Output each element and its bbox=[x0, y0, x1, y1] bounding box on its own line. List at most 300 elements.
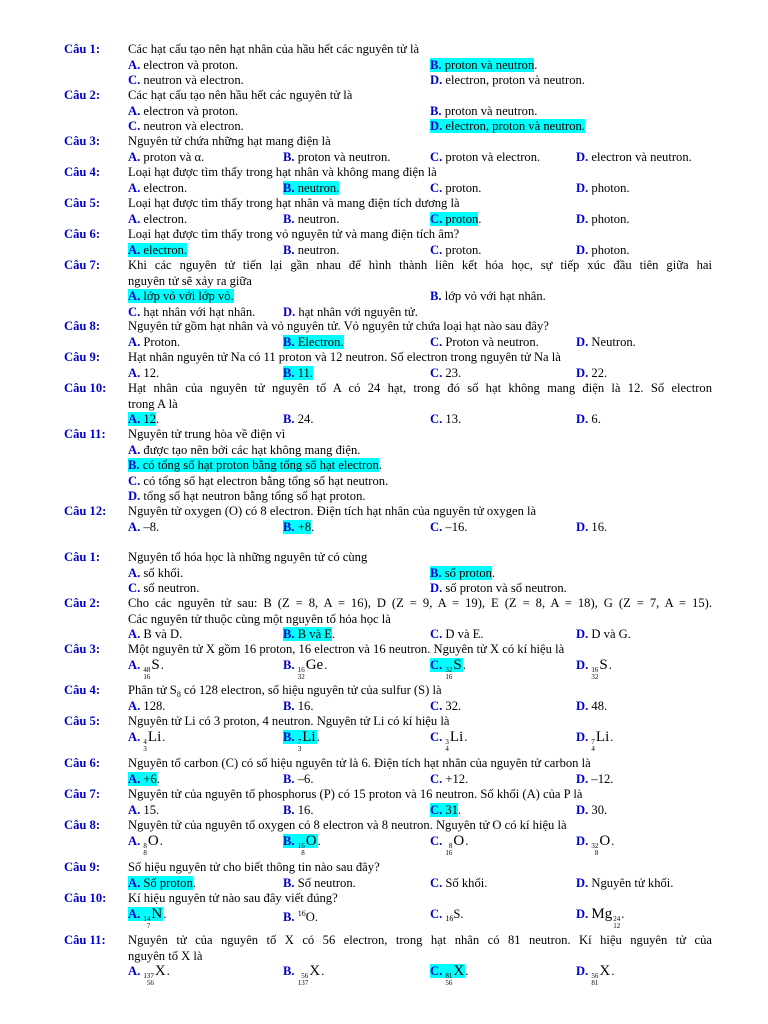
isotope-indices bbox=[445, 667, 452, 681]
isotope-symbol bbox=[445, 834, 464, 857]
question-text: Nguyên tố hóa học là những nguyên tử có cùng bbox=[128, 550, 368, 564]
options-row bbox=[128, 457, 712, 473]
option-punct: . bbox=[324, 657, 328, 672]
option-letter: A. bbox=[128, 833, 141, 848]
option-text: D và E. bbox=[445, 627, 484, 641]
isotope-symbol bbox=[591, 964, 610, 987]
isotope-indices bbox=[445, 843, 452, 857]
isotope-indices bbox=[298, 739, 302, 753]
superscript: 16 bbox=[297, 908, 306, 918]
question-body bbox=[128, 195, 712, 226]
answer-highlight bbox=[283, 520, 311, 534]
option-text: 13. bbox=[445, 412, 462, 426]
option-text: electron. bbox=[143, 211, 188, 226]
answer-option bbox=[430, 626, 484, 642]
options-row bbox=[128, 580, 712, 596]
option-punct: . bbox=[534, 57, 538, 72]
element-symbol: O bbox=[305, 832, 317, 849]
isotope-indices bbox=[143, 667, 150, 681]
option-punct: . bbox=[610, 729, 614, 744]
option-letter: C. bbox=[430, 149, 443, 164]
answer-option bbox=[576, 411, 601, 427]
mass-number: 7 bbox=[591, 737, 595, 746]
option-text: 32. bbox=[445, 698, 462, 713]
answer-highlight bbox=[128, 412, 156, 426]
question-body bbox=[128, 133, 712, 164]
option-letter: B. bbox=[283, 149, 295, 164]
option-letter: A. bbox=[128, 412, 141, 426]
question-body bbox=[128, 859, 712, 890]
answer-option bbox=[283, 149, 390, 165]
isotope-indices bbox=[591, 843, 598, 857]
isotope-indices bbox=[143, 843, 147, 857]
option-letter: B. bbox=[283, 909, 295, 924]
option-letter: B. bbox=[283, 334, 295, 349]
isotope-indices bbox=[143, 739, 147, 753]
answer-highlight bbox=[128, 876, 193, 890]
answer-option bbox=[128, 963, 170, 987]
answer-option bbox=[430, 565, 495, 581]
element-symbol: S bbox=[453, 656, 462, 673]
element-symbol: Mg bbox=[591, 905, 613, 922]
option-text: –12. bbox=[591, 771, 614, 786]
question-body bbox=[128, 682, 712, 713]
subscript: 16 bbox=[445, 913, 454, 923]
option-text: lớp vỏ với hạt nhân. bbox=[444, 289, 546, 303]
option-text: hạt nhân với hạt nhân. bbox=[143, 304, 256, 319]
isotope-indices bbox=[298, 973, 309, 987]
answer-option bbox=[576, 180, 630, 196]
option-letter: D. bbox=[430, 119, 443, 133]
options-row bbox=[128, 288, 712, 304]
option-letter: C. bbox=[430, 833, 443, 848]
answer-option bbox=[128, 288, 234, 304]
atomic-number: 16 bbox=[445, 848, 453, 857]
option-punct: . bbox=[465, 833, 469, 848]
options-row bbox=[128, 365, 712, 381]
answer-option bbox=[576, 875, 673, 891]
mass-number: 56 bbox=[591, 972, 599, 980]
isotope-symbol bbox=[445, 730, 463, 753]
answer-option bbox=[283, 906, 318, 925]
option-text: 16. bbox=[297, 802, 314, 817]
element-symbol: Li bbox=[147, 728, 162, 745]
question-body bbox=[128, 786, 712, 817]
option-text: số proton và số neutron. bbox=[445, 581, 567, 595]
answer-option bbox=[128, 729, 165, 753]
question-text: Nguyên tử oxygen (O) có 8 electron. Điện tích hạt nhân của nguyên tử oxygen là bbox=[128, 504, 537, 518]
option-letter: A. bbox=[128, 657, 141, 672]
answer-option bbox=[576, 519, 607, 535]
option-letter: D. bbox=[576, 412, 589, 426]
answer-option bbox=[128, 457, 382, 473]
isotope-indices bbox=[298, 667, 305, 681]
answer-option bbox=[128, 72, 244, 88]
option-punct: . bbox=[159, 833, 163, 848]
option-punct: . bbox=[160, 657, 164, 672]
option-text: số proton bbox=[444, 565, 492, 580]
option-text: có tổng số hạt electron bằng tổng số hạt neutron. bbox=[143, 473, 389, 488]
answer-option bbox=[283, 875, 356, 891]
option-text: có tổng số hạt proton bằng tổng số hạt electron bbox=[142, 458, 379, 472]
question-body bbox=[128, 87, 712, 134]
mass-number: 32 bbox=[591, 841, 599, 850]
question-number: Câu 8: bbox=[64, 319, 101, 333]
answer-option bbox=[128, 211, 187, 227]
option-letter: B. bbox=[283, 657, 295, 672]
question-number: Câu 3: bbox=[64, 642, 101, 656]
options-row bbox=[128, 304, 712, 320]
question-body bbox=[128, 595, 712, 642]
question-text: Cho các nguyên tử sau: B (Z = 8, A = 16), D (Z = 9, A = 19), E (Z = 8, A = 18), G (Z = 7, A = 15). bbox=[128, 596, 712, 610]
option-letter: D. bbox=[576, 519, 589, 534]
option-punct: . bbox=[316, 729, 320, 744]
option-letter: D. bbox=[576, 627, 589, 641]
answer-option bbox=[430, 211, 481, 227]
question-number: Câu 9: bbox=[64, 350, 101, 364]
option-letter: C. bbox=[430, 365, 443, 380]
question-text: Hạt nhân nguyên tử Na có 11 proton và 12 neutron. Số electron trong nguyên tử Na là bbox=[128, 350, 561, 364]
answer-option bbox=[283, 833, 321, 857]
element-symbol: O bbox=[453, 832, 465, 849]
option-letter: A. bbox=[128, 875, 141, 890]
option-text: 16. bbox=[297, 698, 314, 713]
question-number: Câu 11: bbox=[64, 427, 106, 441]
atomic-number: 16 bbox=[445, 672, 453, 681]
question-body bbox=[128, 549, 712, 596]
option-letter: A. bbox=[128, 771, 141, 786]
element-symbol: N bbox=[151, 905, 163, 922]
option-text: 22. bbox=[591, 365, 608, 380]
option-text: 30. bbox=[591, 802, 608, 817]
answer-option bbox=[576, 242, 630, 258]
answer-option bbox=[576, 334, 636, 350]
option-letter: D. bbox=[283, 304, 296, 319]
question-number: Câu 5: bbox=[64, 196, 101, 210]
question-text: Loại hạt được tìm thấy trong vỏ nguyên tử và mang điện tích âm? bbox=[128, 227, 460, 241]
option-text: 48. bbox=[591, 698, 608, 713]
answer-option bbox=[430, 57, 537, 73]
answer-highlight bbox=[283, 832, 318, 857]
option-text: 12. bbox=[143, 365, 160, 380]
option-punct: . bbox=[162, 729, 166, 744]
option-letter: C. bbox=[430, 242, 443, 257]
option-text: B và D. bbox=[143, 627, 183, 641]
answer-option bbox=[283, 211, 339, 227]
option-letter: D. bbox=[576, 906, 589, 921]
isotope-symbol bbox=[143, 834, 158, 857]
option-text: Neutron. bbox=[591, 334, 636, 349]
option-text: D và G. bbox=[591, 627, 631, 641]
question-text: Các hạt cấu tạo nên hạt nhân của hầu hết các nguyên tử là bbox=[128, 42, 420, 56]
question-body bbox=[128, 932, 712, 987]
options-row bbox=[128, 802, 712, 818]
answer-option bbox=[430, 771, 468, 787]
question-number: Câu 1: bbox=[64, 42, 101, 56]
option-letter: D. bbox=[576, 242, 589, 257]
question-body bbox=[128, 817, 712, 857]
answer-option bbox=[128, 657, 164, 681]
option-letter: C. bbox=[430, 771, 443, 786]
answer-option bbox=[128, 626, 182, 642]
question-body bbox=[128, 318, 712, 349]
isotope-symbol bbox=[591, 730, 609, 753]
question-text: Hạt nhân của nguyên tử nguyên tố A có 24 hạt, trong đó số hạt không mang điện là 12. Số electron bbox=[128, 381, 712, 395]
option-letter: D. bbox=[576, 657, 589, 672]
answer-option bbox=[283, 729, 320, 753]
option-text: proton. bbox=[445, 242, 482, 257]
mass-number: 8 bbox=[143, 841, 147, 850]
option-text: photon. bbox=[591, 242, 630, 257]
answer-highlight bbox=[128, 458, 379, 472]
answer-highlight bbox=[283, 181, 339, 195]
answer-option bbox=[430, 180, 481, 196]
option-text: 23. bbox=[445, 365, 462, 380]
answer-option bbox=[576, 963, 614, 987]
option-letter: C. bbox=[430, 964, 443, 978]
atomic-number: 56 bbox=[445, 979, 453, 987]
question-body bbox=[128, 503, 712, 534]
option-text: neutron và electron. bbox=[143, 119, 244, 133]
answer-option bbox=[576, 771, 613, 787]
mass-number: 16 bbox=[297, 665, 305, 674]
option-letter: A. bbox=[128, 180, 141, 195]
atomic-number: 4 bbox=[591, 744, 595, 753]
option-letter: B. bbox=[430, 565, 442, 580]
answer-option bbox=[283, 180, 339, 196]
answer-option bbox=[576, 365, 607, 381]
atomic-number: 81 bbox=[591, 979, 599, 987]
option-punct: . bbox=[465, 964, 469, 978]
question-text: Nguyên tử chứa những hạt mang điện là bbox=[128, 134, 331, 148]
question-number: Câu 6: bbox=[64, 227, 101, 241]
atomic-number: 8 bbox=[143, 848, 147, 857]
question-body bbox=[128, 755, 712, 786]
mass-number: 32 bbox=[445, 665, 453, 674]
option-punct: . bbox=[156, 771, 160, 786]
option-text: electron, proton và neutron. bbox=[445, 73, 585, 87]
atomic-number: 7 bbox=[146, 921, 151, 930]
options-row bbox=[128, 656, 712, 681]
answer-option bbox=[128, 180, 187, 196]
question-text: Loại hạt được tìm thấy trong hạt nhân và không mang điện là bbox=[128, 165, 437, 179]
option-letter: A. bbox=[128, 964, 141, 978]
question-number: Câu 12: bbox=[64, 504, 107, 518]
answer-option bbox=[283, 657, 327, 681]
isotope-indices bbox=[591, 739, 595, 753]
question-body bbox=[128, 226, 712, 257]
element-symbol: Li bbox=[302, 728, 316, 745]
isotope-indices bbox=[591, 667, 598, 681]
answer-option bbox=[576, 729, 613, 753]
answer-option bbox=[128, 488, 366, 504]
option-text: proton. bbox=[445, 180, 482, 195]
answer-option bbox=[283, 519, 314, 535]
question-number: Câu 3: bbox=[64, 134, 101, 148]
element-symbol: X bbox=[154, 963, 166, 979]
options-row bbox=[128, 411, 712, 427]
options-row bbox=[128, 72, 712, 88]
option-punct: . bbox=[621, 906, 625, 921]
option-text: 6. bbox=[591, 412, 601, 426]
option-letter: C. bbox=[430, 334, 443, 349]
question-body bbox=[128, 257, 712, 319]
answer-option bbox=[128, 365, 159, 381]
option-text: electron. bbox=[143, 242, 188, 257]
option-text: 12 bbox=[143, 412, 156, 426]
options-row bbox=[128, 57, 712, 73]
text-run: O. bbox=[305, 909, 318, 924]
option-letter: D. bbox=[576, 833, 589, 848]
question-text: Một nguyên tử X gồm 16 proton, 16 electron và 16 neutron. Nguyên tử X có kí hiệu là bbox=[128, 642, 565, 656]
mass-number: 56 bbox=[301, 972, 309, 980]
answer-option bbox=[430, 833, 468, 857]
options-row bbox=[128, 118, 712, 134]
answer-option bbox=[576, 906, 624, 930]
answer-option bbox=[430, 242, 481, 258]
answer-option bbox=[128, 875, 196, 891]
option-letter: B. bbox=[430, 57, 442, 72]
answer-highlight bbox=[430, 656, 463, 681]
option-text: 11. bbox=[297, 365, 313, 380]
option-letter: A. bbox=[128, 698, 141, 713]
answer-option bbox=[128, 906, 166, 930]
mass-number: 16 bbox=[297, 841, 305, 850]
options-row bbox=[128, 728, 712, 753]
option-letter: A. bbox=[128, 365, 141, 380]
answer-option bbox=[430, 580, 567, 596]
option-text: electron và proton. bbox=[143, 57, 239, 72]
option-letter: C. bbox=[430, 906, 443, 921]
answer-highlight bbox=[283, 335, 344, 349]
element-symbol: Li bbox=[449, 728, 464, 745]
atomic-number: 12 bbox=[613, 921, 621, 930]
answer-option bbox=[128, 771, 160, 787]
option-letter: C. bbox=[430, 875, 443, 890]
isotope-indices bbox=[445, 739, 449, 753]
answer-option bbox=[430, 802, 461, 818]
mass-number: 3 bbox=[445, 737, 449, 746]
question-body bbox=[128, 164, 712, 195]
option-text: Số khối. bbox=[445, 875, 488, 890]
answer-option bbox=[128, 411, 159, 427]
question-body bbox=[128, 426, 712, 504]
mass-number: 4 bbox=[143, 737, 147, 746]
atomic-number: 16 bbox=[143, 672, 151, 681]
answer-option bbox=[128, 580, 199, 596]
option-text: photon. bbox=[591, 180, 630, 195]
option-text: proton bbox=[445, 211, 479, 226]
option-punct: . bbox=[156, 412, 160, 426]
option-text: Số neutron. bbox=[297, 875, 356, 890]
question-text: Loại hạt được tìm thấy trong hạt nhân và mang điện tích dương là bbox=[128, 196, 460, 210]
option-letter: B. bbox=[128, 458, 140, 472]
mass-number: 14 bbox=[143, 914, 151, 923]
question-text: nguyên tử sẽ xảy ra giữa bbox=[128, 273, 252, 288]
option-letter: D. bbox=[576, 771, 589, 786]
isotope-indices bbox=[143, 973, 154, 987]
answer-option bbox=[430, 875, 487, 891]
isotope-symbol bbox=[445, 658, 461, 681]
mass-number: 24 bbox=[613, 914, 621, 923]
question-text: Kí hiệu nguyên tử nào sau đây viết đúng? bbox=[128, 891, 338, 905]
option-text: B và E bbox=[297, 627, 332, 641]
isotope-symbol bbox=[298, 658, 324, 681]
subscript: 8 bbox=[176, 690, 181, 699]
question-number: Câu 7: bbox=[64, 258, 101, 272]
question-text: Số hiệu nguyên tử cho biết thông tin nào sau đây? bbox=[128, 860, 380, 874]
option-letter: D. bbox=[576, 365, 589, 380]
option-text: 16. bbox=[591, 519, 608, 534]
option-letter: A. bbox=[128, 519, 141, 534]
options-row bbox=[128, 519, 712, 535]
isotope-indices bbox=[591, 973, 598, 987]
option-letter: B. bbox=[283, 729, 295, 744]
isotope-symbol bbox=[298, 964, 320, 987]
option-letter: D. bbox=[576, 334, 589, 349]
mass-number: 16 bbox=[591, 665, 599, 674]
option-text: Proton và neutron. bbox=[445, 334, 539, 349]
option-text: +8 bbox=[297, 519, 312, 534]
answer-option bbox=[430, 698, 461, 714]
options-row bbox=[128, 103, 712, 119]
option-letter: B. bbox=[283, 802, 295, 817]
question-number: Câu 2: bbox=[64, 596, 101, 610]
atomic-number: 137 bbox=[297, 979, 309, 987]
question-number: Câu 10: bbox=[64, 381, 107, 395]
option-letter: D. bbox=[576, 211, 589, 226]
answer-option bbox=[576, 149, 692, 165]
question-number: Câu 2: bbox=[64, 88, 101, 102]
option-letter: D. bbox=[576, 729, 589, 744]
option-letter: B. bbox=[283, 365, 295, 380]
option-text: Electron. bbox=[297, 334, 344, 349]
option-text: số khối. bbox=[143, 565, 184, 580]
option-letter: C. bbox=[128, 473, 141, 488]
answer-option bbox=[283, 963, 324, 987]
isotope-indices bbox=[298, 843, 305, 857]
question-body bbox=[128, 41, 712, 88]
atomic-number: 32 bbox=[591, 672, 599, 681]
option-letter: D. bbox=[576, 698, 589, 713]
atomic-number: 8 bbox=[301, 848, 305, 857]
option-letter: A. bbox=[128, 729, 141, 744]
question-text bbox=[128, 682, 712, 698]
option-letter: C. bbox=[128, 304, 141, 319]
answer-option bbox=[283, 698, 313, 714]
option-text: 128. bbox=[143, 698, 166, 713]
option-letter: A. bbox=[128, 211, 141, 226]
option-letter: C. bbox=[430, 657, 443, 672]
option-punct: . bbox=[458, 802, 462, 817]
answer-option bbox=[430, 365, 461, 381]
answer-highlight bbox=[128, 243, 187, 257]
element-symbol: X bbox=[453, 963, 465, 979]
question-text: Các hạt cấu tạo nên hầu hết các nguyên tử là bbox=[128, 88, 353, 102]
question-body bbox=[128, 713, 712, 753]
option-text: electron. bbox=[143, 180, 188, 195]
answer-option bbox=[128, 334, 180, 350]
answer-highlight bbox=[283, 366, 313, 380]
option-text: proton và electron. bbox=[445, 149, 541, 164]
isotope-indices bbox=[613, 916, 620, 930]
option-letter: A. bbox=[128, 802, 141, 817]
answer-highlight bbox=[283, 728, 317, 753]
option-punct: . bbox=[608, 657, 612, 672]
question-text: Nguyên tử của nguyên tố oxygen có 8 electron và 8 neutron. Nguyên tử O có kí hiệu là bbox=[128, 818, 567, 832]
option-letter: B. bbox=[283, 242, 295, 257]
option-text: neutron và electron. bbox=[143, 73, 244, 87]
